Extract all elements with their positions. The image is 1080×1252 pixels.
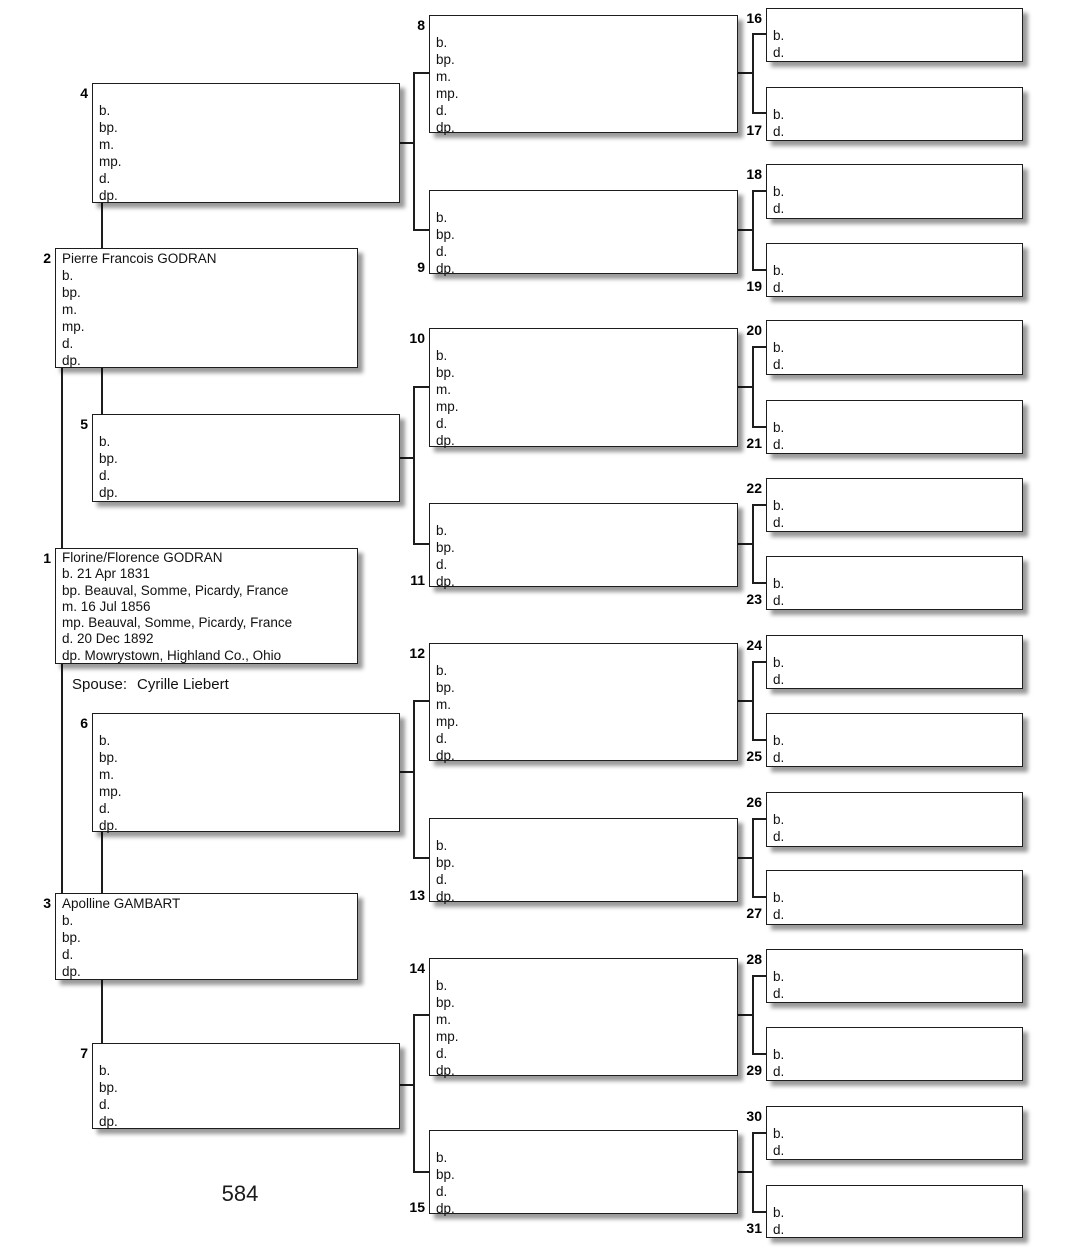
connector-5-out — [400, 457, 414, 459]
bracket-14-15 — [413, 1014, 415, 1173]
birth-line: b. 21 Apr 1831 — [62, 566, 150, 582]
birth-line: b. — [773, 107, 785, 122]
pedigree-box-14 — [429, 958, 738, 1076]
box-28-number: 28 — [746, 951, 762, 967]
bracket-10-11 — [413, 386, 415, 545]
bracket-16-17 — [752, 33, 754, 114]
box-30-number: 30 — [746, 1108, 762, 1124]
name-line — [773, 322, 1016, 339]
death-place-line: dp. — [436, 1063, 455, 1078]
birth-line: b. — [436, 663, 448, 678]
pedigree-box-20 — [766, 320, 1023, 375]
baptism-line: bp. Beauval, Somme, Picardy, France — [62, 582, 289, 598]
death-place-line: dp. — [99, 485, 118, 500]
birth-line: b. — [773, 1126, 785, 1141]
spouse-label: Spouse: — [72, 676, 128, 693]
bracket-18-19 — [752, 190, 754, 271]
pedigree-box-8 — [429, 15, 738, 133]
box-21-number: 21 — [746, 435, 762, 451]
connector-10-out — [738, 386, 753, 388]
marriage-place-line: mp. — [62, 319, 85, 334]
name-line: Florine/Florence GODRAN — [62, 550, 223, 565]
name-line — [773, 480, 1016, 497]
birth-line: b. — [436, 35, 448, 50]
stub-31 — [752, 1211, 766, 1213]
box-22-number: 22 — [746, 480, 762, 496]
connector-6-out — [400, 771, 414, 773]
stub-22 — [752, 504, 766, 506]
box-3-number: 3 — [43, 895, 51, 911]
box-11-number: 11 — [410, 572, 425, 588]
death-line: d. — [436, 1184, 448, 1199]
box-13-number: 13 — [409, 887, 425, 903]
marriage-place-line: mp. — [436, 86, 459, 101]
name-line — [99, 416, 393, 433]
birth-line: b. — [436, 1150, 448, 1165]
pedigree-box-2 — [55, 248, 358, 368]
death-line: d. — [436, 244, 448, 259]
death-place-line: dp. — [436, 1201, 455, 1216]
death-place-line: dp. — [436, 433, 455, 448]
name-line — [773, 558, 1016, 575]
birth-line: b. — [773, 498, 785, 513]
connector-11-out — [738, 543, 753, 545]
birth-line: b. — [436, 348, 448, 363]
baptism-line: bp. — [62, 930, 81, 945]
stub-27 — [752, 896, 766, 898]
name-line — [773, 402, 1016, 419]
connector-9-out — [738, 229, 753, 231]
bracket-30-31 — [752, 1132, 754, 1213]
birth-line: b. — [99, 434, 111, 449]
birth-line: b. — [773, 812, 785, 827]
stub-25 — [752, 739, 766, 741]
name-line: Pierre Francois GODRAN — [62, 251, 217, 266]
death-place-line: dp. — [436, 261, 455, 276]
name-line — [436, 1132, 731, 1149]
marriage-place-line: mp. Beauval, Somme, Picardy, France — [62, 615, 293, 631]
pedigree-box-31 — [766, 1185, 1023, 1238]
death-line: d. — [773, 1143, 785, 1158]
marriage-line: m. — [436, 1012, 451, 1027]
death-line: d. — [99, 801, 111, 816]
death-line: d. — [773, 437, 785, 452]
baptism-line: bp. — [436, 365, 455, 380]
baptism-line: bp. — [99, 451, 118, 466]
stub-9 — [413, 229, 429, 231]
name-line: Apolline GAMBART — [62, 896, 181, 911]
death-place-line: dp. — [99, 188, 118, 203]
pedigree-box-11 — [429, 503, 738, 587]
death-line: d. — [99, 171, 111, 186]
name-line — [99, 715, 393, 732]
marriage-line: m. — [99, 137, 114, 152]
marriage-place-line: mp. — [436, 714, 459, 729]
box-20-number: 20 — [746, 322, 762, 338]
name-line — [773, 166, 1016, 183]
baptism-line: bp. — [99, 1080, 118, 1095]
connector-8-out — [738, 72, 753, 74]
death-line: d. — [62, 336, 74, 351]
marriage-line: m. — [436, 69, 451, 84]
baptism-line: bp. — [436, 995, 455, 1010]
pedigree-box-7 — [92, 1043, 400, 1129]
box-18-number: 18 — [746, 166, 762, 182]
death-place-line: dp. — [99, 818, 118, 833]
stub-13 — [413, 857, 429, 859]
pedigree-box-29 — [766, 1027, 1023, 1081]
box-16-number: 16 — [746, 10, 762, 26]
stub-15 — [413, 1171, 429, 1173]
name-line — [773, 1187, 1016, 1204]
marriage-line: m. — [62, 302, 77, 317]
name-line — [773, 245, 1016, 262]
death-line: d. — [99, 468, 111, 483]
box-9-number: 9 — [417, 259, 425, 275]
pedigree-box-26 — [766, 792, 1023, 847]
name-line — [773, 951, 1016, 968]
name-line — [436, 17, 731, 34]
birth-line: b. — [436, 523, 448, 538]
death-place-line: dp. Mowrystown, Highland Co., Ohio — [62, 647, 282, 663]
bracket-28-29 — [752, 975, 754, 1055]
stub-12 — [413, 700, 429, 702]
pedigree-box-24 — [766, 635, 1023, 689]
death-line: d. — [436, 1046, 448, 1061]
baptism-line: bp. — [436, 680, 455, 695]
birth-line: b. — [436, 210, 448, 225]
stub-20 — [752, 346, 766, 348]
connector-7-out — [400, 1084, 414, 1086]
bracket-12-13 — [413, 700, 415, 859]
marriage-place-line: mp. — [99, 154, 122, 169]
spouse-line — [72, 676, 229, 693]
baptism-line: bp. — [436, 52, 455, 67]
death-place-line: dp. — [436, 748, 455, 763]
connector-4-out — [400, 142, 414, 144]
bracket-20-21 — [752, 346, 754, 428]
death-line: d. — [773, 201, 785, 216]
pedigree-box-13 — [429, 818, 738, 902]
name-line — [773, 10, 1016, 27]
death-line: d. — [773, 124, 785, 139]
pedigree-box-27 — [766, 870, 1023, 925]
birth-line: b. — [773, 655, 785, 670]
stub-17 — [752, 112, 766, 114]
stub-19 — [752, 269, 766, 271]
box-19-number: 19 — [746, 278, 762, 294]
pedigree-box-19 — [766, 243, 1023, 297]
death-line: d. — [773, 907, 785, 922]
box-25-number: 25 — [746, 748, 762, 764]
stub-28 — [752, 975, 766, 977]
pedigree-box-23 — [766, 556, 1023, 610]
baptism-line: bp. — [62, 285, 81, 300]
death-line: d. — [773, 829, 785, 844]
name-line — [773, 1108, 1016, 1125]
baptism-line: bp. — [436, 855, 455, 870]
bracket-22-23 — [752, 504, 754, 584]
stub-18 — [752, 190, 766, 192]
death-line: d. — [773, 280, 785, 295]
baptism-line: bp. — [436, 227, 455, 242]
birth-line: b. — [773, 263, 785, 278]
death-line: d. — [773, 357, 785, 372]
box-6-number: 6 — [80, 715, 88, 731]
box-24-number: 24 — [746, 637, 762, 653]
name-line — [436, 330, 731, 347]
name-line — [436, 820, 731, 837]
death-line: d. — [773, 986, 785, 1001]
death-line: d. — [436, 872, 448, 887]
box-7-number: 7 — [80, 1045, 88, 1061]
pedigree-box-4 — [92, 83, 400, 203]
connector-15-out — [738, 1171, 753, 1173]
baptism-line: bp. — [99, 750, 118, 765]
death-place-line: dp. — [62, 964, 81, 979]
pedigree-box-22 — [766, 478, 1023, 532]
death-line: d. 20 Dec 1892 — [62, 631, 154, 647]
pedigree-box-25 — [766, 713, 1023, 767]
box-15-number: 15 — [409, 1199, 425, 1215]
box-8-number: 8 — [417, 17, 425, 33]
name-line — [99, 85, 393, 102]
box-29-number: 29 — [746, 1062, 762, 1078]
name-line — [773, 715, 1016, 732]
stub-8 — [413, 72, 429, 74]
connector-12-out — [738, 700, 753, 702]
box-1-number: 1 — [43, 550, 51, 566]
connector-14-out — [738, 1014, 753, 1016]
pedigree-box-28 — [766, 949, 1023, 1003]
birth-line: b. — [773, 969, 785, 984]
box-2-number: 2 — [43, 250, 51, 266]
birth-line: b. — [773, 576, 785, 591]
stub-30 — [752, 1132, 766, 1134]
name-line — [773, 637, 1016, 654]
box-12-number: 12 — [409, 645, 425, 661]
birth-line: b. — [99, 733, 111, 748]
name-line — [773, 872, 1016, 889]
bracket-24-25 — [752, 661, 754, 741]
birth-line: b. — [773, 28, 785, 43]
name-line — [773, 794, 1016, 811]
marriage-place-line: mp. — [436, 1029, 459, 1044]
birth-line: b. — [773, 890, 785, 905]
birth-line: b. — [99, 103, 111, 118]
name-line — [773, 1029, 1016, 1046]
stub-23 — [752, 582, 766, 584]
death-line: d. — [773, 672, 785, 687]
birth-line: b. — [62, 913, 74, 928]
death-place-line: dp. — [62, 353, 81, 368]
box-26-number: 26 — [746, 794, 762, 810]
name-line — [436, 960, 731, 977]
stub-26 — [752, 818, 766, 820]
birth-line: b. — [436, 838, 448, 853]
death-line: d. — [773, 1064, 785, 1079]
stub-10 — [413, 386, 429, 388]
death-line: d. — [773, 1222, 785, 1237]
death-line: d. — [99, 1097, 111, 1112]
pedigree-box-16 — [766, 8, 1023, 62]
box-4-number: 4 — [80, 85, 88, 101]
death-place-line: dp. — [436, 889, 455, 904]
death-line: d. — [773, 515, 785, 530]
death-line: d. — [62, 947, 74, 962]
baptism-line: bp. — [436, 540, 455, 555]
birth-line: b. — [773, 184, 785, 199]
connector-13-out — [738, 857, 753, 859]
name-line — [773, 89, 1016, 106]
marriage-place-line: mp. — [99, 784, 122, 799]
death-place-line: dp. — [436, 120, 455, 135]
pedigree-box-30 — [766, 1106, 1023, 1160]
death-line: d. — [436, 557, 448, 572]
pedigree-box-5 — [92, 414, 400, 502]
birth-line: b. — [436, 978, 448, 993]
stub-24 — [752, 661, 766, 663]
bracket-26-27 — [752, 818, 754, 898]
death-line: d. — [773, 750, 785, 765]
marriage-line: m. 16 Jul 1856 — [62, 598, 151, 614]
pedigree-box-17 — [766, 87, 1023, 141]
marriage-line: m. — [436, 382, 451, 397]
box-17-number: 17 — [746, 122, 762, 138]
spouse-name: Cyrille Liebert — [137, 676, 229, 693]
box-10-number: 10 — [409, 330, 425, 346]
bracket-8-9 — [413, 72, 415, 231]
pedigree-box-10 — [429, 328, 738, 447]
death-line: d. — [436, 103, 448, 118]
birth-line: b. — [773, 1205, 785, 1220]
pedigree-box-12 — [429, 643, 738, 761]
death-line: d. — [436, 416, 448, 431]
pedigree-box-3 — [55, 893, 358, 980]
marriage-line: m. — [436, 697, 451, 712]
pedigree-box-21 — [766, 400, 1023, 454]
death-line: d. — [773, 593, 785, 608]
death-place-line: dp. — [436, 574, 455, 589]
pedigree-box-15 — [429, 1130, 738, 1214]
baptism-line: bp. — [99, 120, 118, 135]
birth-line: b. — [773, 340, 785, 355]
pedigree-box-18 — [766, 164, 1023, 219]
birth-line: b. — [99, 1063, 111, 1078]
box-27-number: 27 — [746, 905, 762, 921]
birth-line: b. — [773, 733, 785, 748]
stub-21 — [752, 426, 766, 428]
birth-line: b. — [773, 1047, 785, 1062]
stub-16 — [752, 33, 766, 35]
page-number: 584 — [221, 1181, 259, 1206]
pedigree-box-1 — [55, 548, 358, 664]
marriage-place-line: mp. — [436, 399, 459, 414]
name-line — [436, 645, 731, 662]
box-14-number: 14 — [409, 960, 425, 976]
box-23-number: 23 — [746, 591, 762, 607]
death-place-line: dp. — [99, 1114, 118, 1129]
box-5-number: 5 — [80, 416, 88, 432]
box-31-number: 31 — [746, 1220, 762, 1236]
marriage-line: m. — [99, 767, 114, 782]
baptism-line: bp. — [436, 1167, 455, 1182]
name-line — [436, 505, 731, 522]
stub-29 — [752, 1053, 766, 1055]
birth-line: b. — [62, 268, 74, 283]
pedigree-box-9 — [429, 190, 738, 274]
stub-11 — [413, 543, 429, 545]
name-line — [436, 192, 731, 209]
name-line — [99, 1045, 393, 1062]
birth-line: b. — [773, 420, 785, 435]
stub-14 — [413, 1014, 429, 1016]
death-line: d. — [773, 45, 785, 60]
pedigree-box-6 — [92, 713, 400, 832]
death-line: d. — [436, 731, 448, 746]
